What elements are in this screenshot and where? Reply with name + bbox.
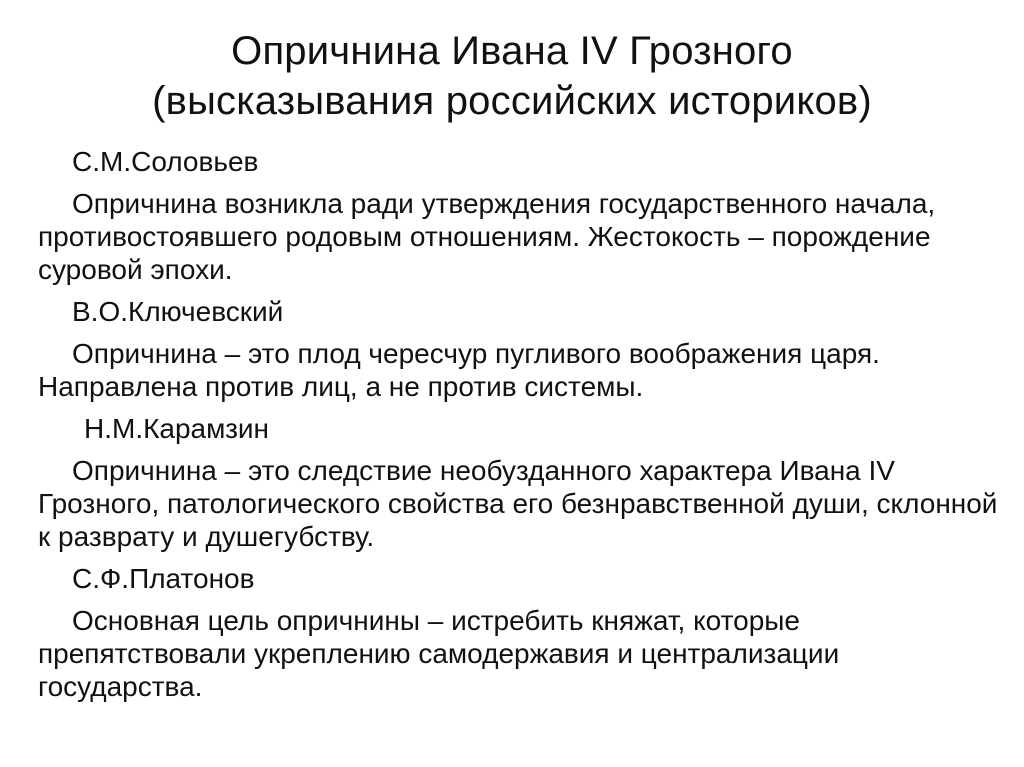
title-line-2: (высказывания российских историков) <box>152 79 872 123</box>
quote-solovyov: Опричнина возникла ради утверждения государственного начала, противостоявшего родовым отношениям. Жестокость – порождение суровой эпохи. <box>38 188 936 285</box>
author-platonov: С.Ф.Платонов <box>72 563 255 594</box>
author-karamzin: Н.М.Карамзин <box>84 413 270 444</box>
quote-karamzin: Опричнина – это следствие необузданного характера Ивана IV Грозного, патологического свойства его безнравственной души, склонной к разврату и душегубству. <box>38 455 998 552</box>
author-klyuchevsky: В.О.Ключевский <box>72 296 284 327</box>
quote-platonov: Основная цель опричнины – истребить княжат, которые препятствовали укреплению самодержавия и централизации государства. <box>38 605 840 702</box>
title-line-1: Опричнина Ивана IV Грозного <box>231 29 793 73</box>
author-solovyov: С.М.Соловьев <box>72 146 259 177</box>
slide-body <box>38 145 998 712</box>
quote-klyuchevsky: Опричнина – это плод чересчур пугливого воображения царя. Направлена против лиц, а не против системы. <box>38 338 880 402</box>
slide-title <box>0 26 1024 126</box>
